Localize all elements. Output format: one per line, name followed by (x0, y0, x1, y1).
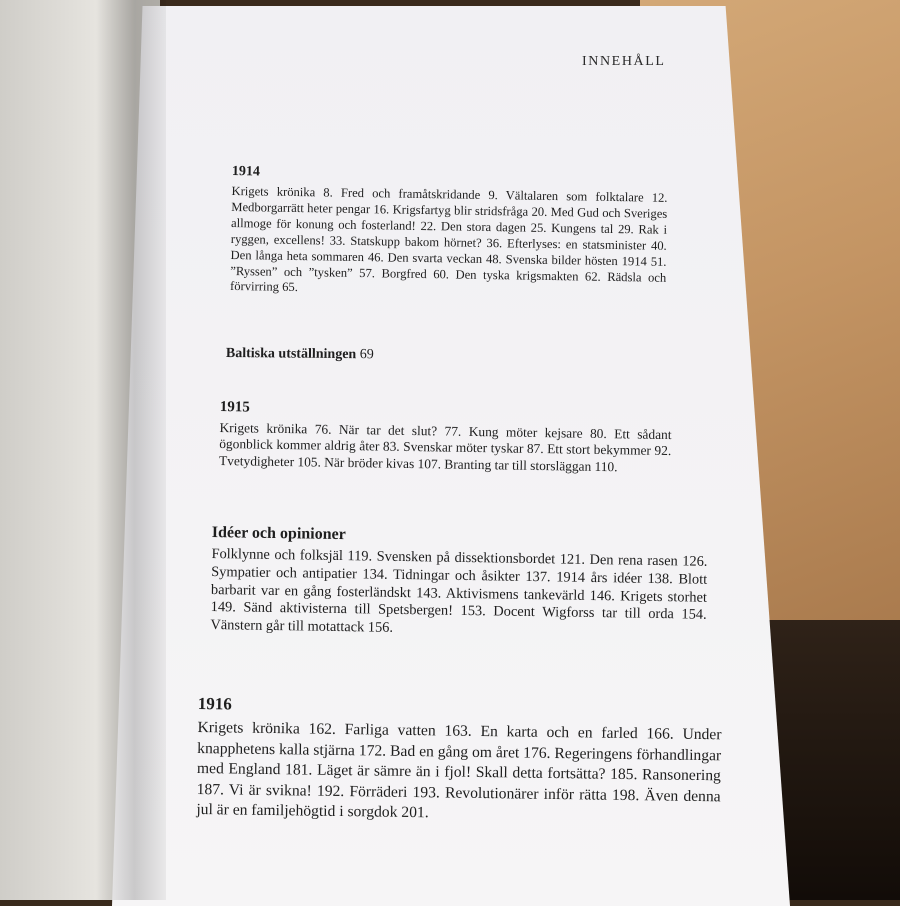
section-heading: 1915 (219, 399, 250, 416)
section-entries: Krigets krönika 8. Fred och framåtskridande 9. Vältalaren som folktalare 12. Medborgarrätt heter pengar 16. Krigsfartyg blir stridsfråga 20. Med Gud och Sveriges allmoge för konung och fosterland! 22. Den stora dagen 25. Kungens tal 29. Rak i ryggen, excellens! 33. Statskupp bakom hörnet? 36. Efterlyses: en statsminister 40. Den långa heta sommaren 46. Den svarta veckan 48. Svenska bilder hösten 1914 51. ”Ryssen” och ”tysken” 57. Borgfred 60. Den tyska krigsmakten 62. Rädsla och förvirring 65. (229, 183, 668, 295)
section-heading: 1916 (197, 694, 232, 714)
toc-section-1915 (219, 399, 672, 476)
section-title: Baltiska utställningen (225, 346, 357, 363)
section-entries: Krigets krönika 162. Farliga vatten 163. En karta och en farled 166. Under knapphetens kalla stjärna 172. Bad en gång om året 176. Regeringens förhandlingar med England 181. Läget är sämre än i fjol! Skall detta fortsätta? 185. Ransonering 187. Vi är svikna! 192. Förräderi 193. Revolutionärer inför rätta 198. Även denna jul är en familjehögtid i sorgdok 201. (196, 718, 722, 822)
section-entries: Krigets krönika 76. När tar det slut? 77. Kung möter kejsare 80. Ett sådant ögonblick kommer aldrig åter 83. Svenskar möter tyskar 87. Ett stort bekymmer 92. Tvetydigheter 105. När bröder kivas 107. Branting tar till storsläggan 110. (218, 419, 672, 474)
toc-section-1914 (230, 164, 668, 302)
running-head: INNEHÅLL (582, 54, 666, 69)
toc-section-ideer-och-opinioner (210, 524, 708, 643)
section-page-number: 69 (359, 347, 374, 363)
section-heading: Idéer och opinioner (211, 524, 346, 544)
toc-section-baltiska-utstallningen (226, 346, 646, 370)
section-heading: 1914 (231, 164, 260, 180)
toc-section-1916 (196, 694, 722, 828)
section-heading (226, 346, 646, 366)
section-entries: Folklynne och folksjäl 119. Svensken på dissektionsbordet 121. Den rena rasen 126. Sympatier och antipatier 134. Tidningar och åsikter 137. 1914 års idéer 138. Blott barbarit var en gång fosterländskt 143. Aktivismens tankevärld 146. Krigets storhet 149. Sänd aktivisterna till Spetsbergen! 153. Docent Wigforss tar till orda 154. Vänstern går till motattack 156. (210, 545, 708, 637)
